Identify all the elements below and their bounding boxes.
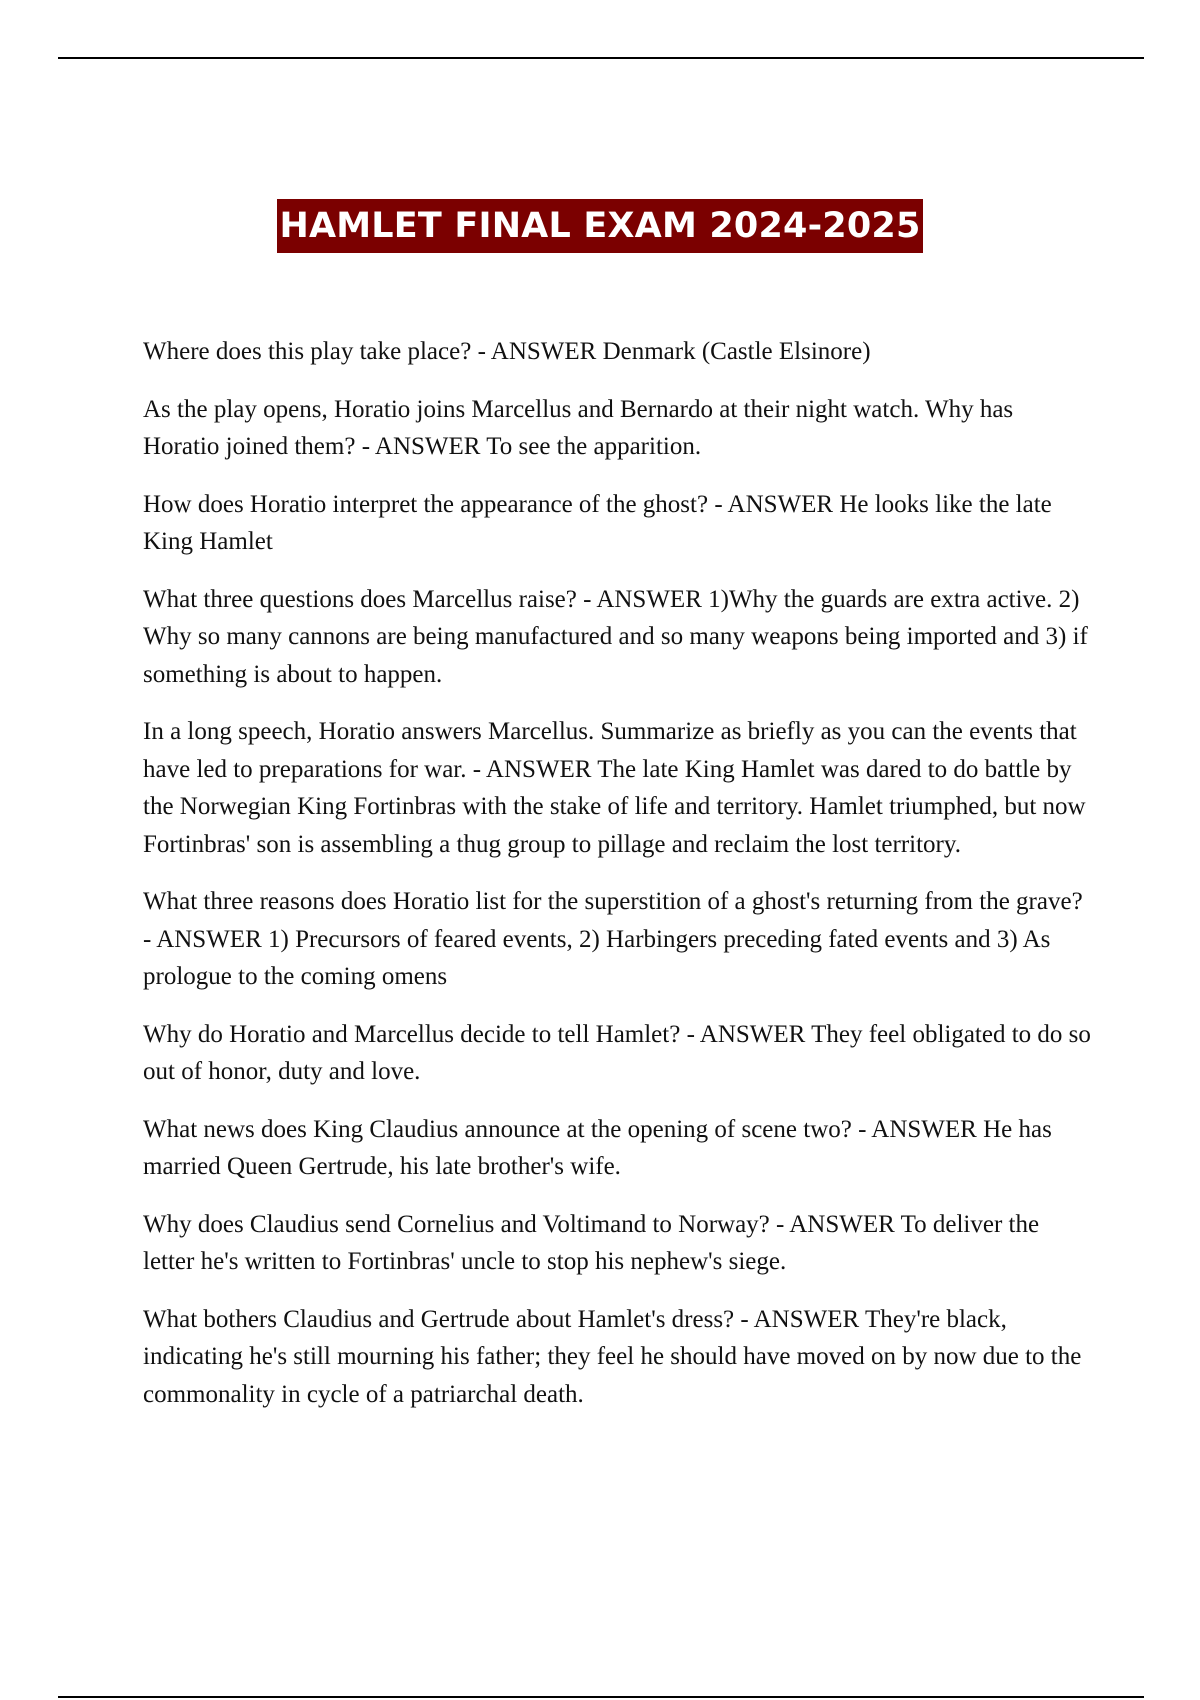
qa-item: What three reasons does Horatio list for the superstition of a ghost's returning from the grave? - ANSWER 1) Precursors of feared events, 2) Harbingers preceding fated events and 3) As prologue to the coming omens [143, 888, 1083, 990]
header-rule [58, 57, 1144, 59]
page-title: HAMLET FINAL EXAM 2024-2025 [277, 199, 922, 253]
qa-item: What three questions does Marcellus raise? - ANSWER 1)Why the guards are extra active. 2) Why so many cannons are being manufactured and so many weapons being imported and 3) if something is about to happen. [143, 585, 1088, 688]
qa-item: Why does Claudius send Cornelius and Voltimand to Norway? - ANSWER To deliver the letter he's written to Fortinbras' uncle to stop his nephew's siege. [143, 1210, 1040, 1275]
qa-list [143, 333, 1093, 1433]
qa-item: In a long speech, Horatio answers Marcellus. Summarize as briefly as you can the events that have led to preparations for war. - ANSWER The late King Hamlet was dared to do battle by the Norwegian King Fortinbras with the stake of life and territory. Hamlet triumphed, but now Fortinbras' son is assembling a thug group to pillage and reclaim the lost territory. [143, 718, 1086, 858]
qa-item: What bothers Claudius and Gertrude about Hamlet's dress? - ANSWER They're black, indicating he's still mourning his father; they feel he should have moved on by now due to the commonality in cycle of a patriarchal death. [143, 1305, 1082, 1408]
qa-item: Why do Horatio and Marcellus decide to tell Hamlet? - ANSWER They feel obligated to do so out of honor, duty and love. [143, 1020, 1091, 1085]
footer-rule [58, 1696, 1144, 1698]
qa-item: As the play opens, Horatio joins Marcellus and Bernardo at their night watch. Why has Horatio joined them? - ANSWER To see the apparition. [143, 395, 1014, 460]
qa-item: Where does this play take place? - ANSWER Denmark (Castle Elsinore) [143, 338, 871, 365]
qa-item: How does Horatio interpret the appearance of the ghost? - ANSWER He looks like the late King Hamlet [143, 490, 1052, 555]
qa-item: What news does King Claudius announce at the opening of scene two? - ANSWER He has married Queen Gertrude, his late brother's wife. [143, 1115, 1052, 1180]
title-container [0, 199, 1200, 253]
